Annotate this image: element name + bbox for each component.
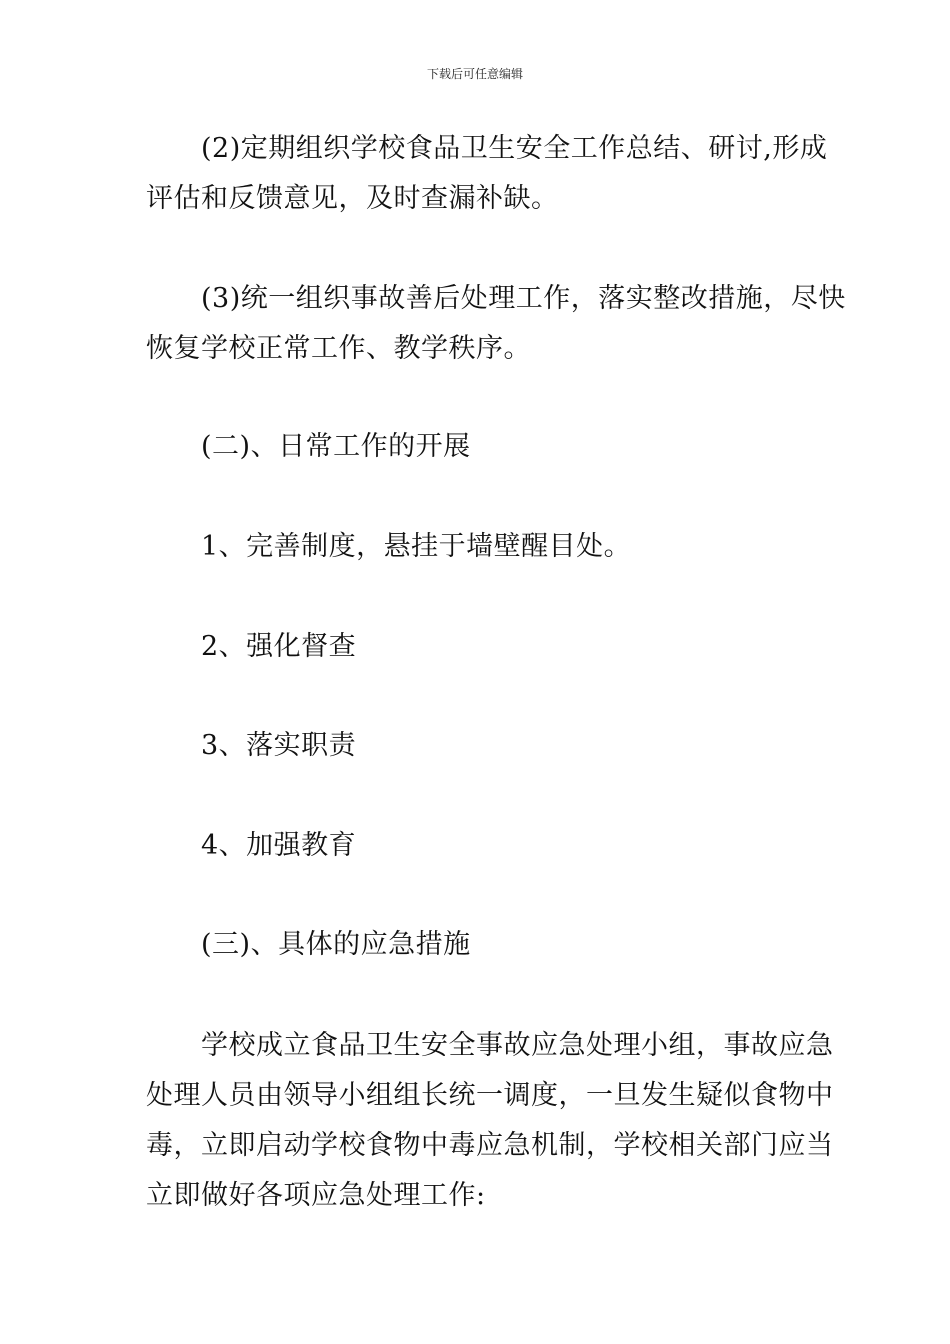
paragraph-line: 学校成立食品卫生安全事故应急处理小组，事故应急 — [146, 1030, 834, 1061]
paragraph-line: 恢复学校正常工作、教学秩序。 — [146, 333, 531, 364]
list-item-4 — [146, 821, 808, 871]
list-item-3 — [146, 721, 808, 771]
list-item: 4、加强教育 — [146, 830, 357, 861]
list-item-2 — [146, 622, 808, 672]
list-item: 2、强化督查 — [146, 631, 357, 662]
list-item: 3、落实职责 — [146, 730, 357, 761]
paragraph-line: 评估和反馈意见，及时查漏补缺。 — [146, 183, 559, 214]
paragraph-line: (2)定期组织学校食品卫生安全工作总结、研讨,形成 — [146, 133, 828, 164]
page-header: 下载后可任意编辑 — [426, 67, 523, 81]
section-heading-daily-work — [146, 422, 808, 472]
paragraph-2 — [146, 124, 828, 224]
section-heading-emergency-measures — [146, 920, 808, 970]
paragraph-3 — [146, 274, 846, 374]
paragraph-line: 毒，立即启动学校食物中毒应急机制，学校相关部门应当 — [146, 1130, 834, 1161]
paragraph-line: 立即做好各项应急处理工作: — [146, 1180, 486, 1211]
section-heading: (二)、日常工作的开展 — [146, 431, 471, 462]
paragraph-line: (3)统一组织事故善后处理工作，落实整改措施，尽快 — [146, 283, 846, 314]
paragraph-emergency-group — [146, 1021, 834, 1221]
paragraph-line: 处理人员由领导小组组长统一调度，一旦发生疑似食物中 — [146, 1080, 834, 1111]
list-item-1 — [146, 522, 808, 572]
section-heading: (三)、具体的应急措施 — [146, 929, 471, 960]
list-item: 1、完善制度，悬挂于墙壁醒目处。 — [146, 531, 632, 562]
